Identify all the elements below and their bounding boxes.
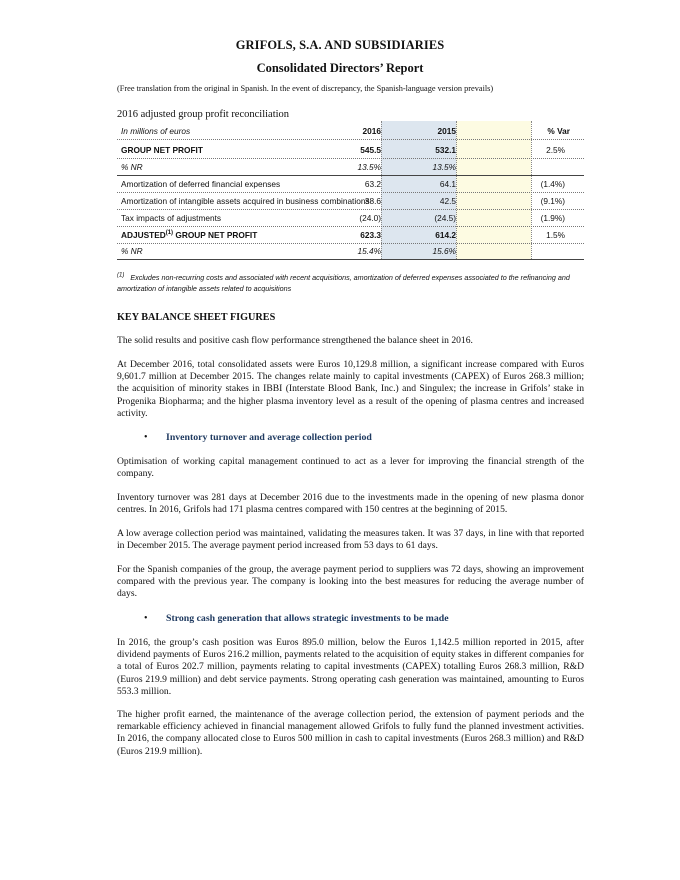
row-value-2015: 532.1 xyxy=(435,145,456,155)
row-divider xyxy=(117,158,584,159)
row-value-2015: (24.5) xyxy=(434,213,456,223)
paragraph: Optimisation of working capital management continued to act as a lever for improving the financial strength of the company. xyxy=(117,456,584,480)
row-value-2016: 63.2 xyxy=(364,179,381,189)
footnote-mark: (1) xyxy=(117,272,125,279)
row-label: GROUP NET PROFIT xyxy=(121,145,203,155)
footnote-text: Excludes non-recurring costs and associated with recent acquisitions, amortization of deferred expenses associated to the refinancing and amortization of intangible assets related to acquisitions xyxy=(117,273,570,293)
bullet-icon: • xyxy=(144,432,148,443)
profit-reconciliation-table xyxy=(117,121,584,261)
row-value-var: 2.5% xyxy=(546,145,565,155)
row-value-2016: 623.3 xyxy=(360,230,381,240)
paragraph: In 2016, the group’s cash position was Euros 895.0 million, below the Euros 1,142.5 million reported in 2015, after dividend payments of Euros 216.2 million, payments related to the acquisition of equity stakes in different companies for a total of Euros 202.7 million, payments relating to capital investments (CAPEX) totalling Euros 268.3 million, R&D (Euros 219.9 million) and debt service payments. Strong operating cash generation was maintained, amounting to Euros 553.3 million. xyxy=(117,637,584,697)
footnote-mark: (1) xyxy=(165,230,174,237)
translation-note: (Free translation from the original in Spanish. In the event of discrepancy, the Spanish-language version prevails) xyxy=(117,84,494,93)
intro-paragraph: The solid results and positive cash flow performance strengthened the balance sheet in 2016. xyxy=(117,335,473,346)
row-value-2015: 614.2 xyxy=(435,230,456,240)
column-divider xyxy=(531,121,532,259)
bullet-icon: • xyxy=(144,613,148,624)
row-value-2015: 15.6% xyxy=(432,246,456,256)
row-label: Tax impacts of adjustments xyxy=(121,213,222,223)
row-label-suffix: GROUP NET PROFIT xyxy=(173,230,258,240)
row-label-prefix: ADJUSTED xyxy=(121,230,166,240)
row-value-var: (1.9%) xyxy=(540,213,565,223)
paragraph: The higher profit earned, the maintenance of the average collection period, the extension of payment periods and the remarkable efficiency achieved in financial management allowed Grifols to fully fund the planned investment activities. In 2016, the company allocated close to Euros 500 million in cash to capital investments (Euros 268.3 million) and R&D (Euros 219.9 million). xyxy=(117,709,584,757)
column-header-2016: 2016 xyxy=(362,126,381,136)
table-title: 2016 adjusted group profit reconciliation xyxy=(117,109,290,120)
row-value-var: (9.1%) xyxy=(540,196,565,206)
row-label: Amortization of deferred financial expenses xyxy=(121,179,281,189)
row-divider xyxy=(117,209,584,210)
assets-paragraph: At December 2016, total consolidated assets were Euros 10,129.8 million, a significant increase compared with Euros 9,601.7 million at December 2015. The changes relate mainly to capital investments (CAPEX) of Euros 268.3 million; the acquisition of minority stakes in IBBI (Interstate Blood Bank, Inc.) and Singulex; the increase in Grifols’ stake in Progenika Biopharma; and the higher plasma inventory level as a result of the opening of plasma centres and increased activity. xyxy=(117,359,584,419)
row-value-2015: 64.1 xyxy=(439,179,456,189)
column-divider xyxy=(456,121,457,259)
row-label: % NR xyxy=(121,162,143,172)
report-title: Consolidated Directors’ Report xyxy=(256,61,424,75)
subsection-heading: Strong cash generation that allows strategic investments to be made xyxy=(166,613,449,624)
column-header-var: % Var xyxy=(547,126,570,136)
paragraph: Inventory turnover was 281 days at December 2016 due to the investments made in the opening of new plasma donor centres. In 2016, Grifols had 171 plasma centres compared with 150 centres at the beginning of 2015. xyxy=(117,492,584,516)
row-divider xyxy=(117,259,584,260)
paragraph: For the Spanish companies of the group, the average payment period to suppliers was 72 days, showing an improvement compared with the previous year. The company is looking into the best measures for reducing the average number of days. xyxy=(117,564,584,600)
row-value-2016: 15.4% xyxy=(357,246,381,256)
paragraph: A low average collection period was maintained, validating the measures taken. It was 37 days, in line with that reported in December 2015. The average payment period increased from 53 days to 61 days. xyxy=(117,528,584,552)
column-2015-background xyxy=(456,121,531,259)
row-divider xyxy=(117,243,584,244)
company-title: GRIFOLS, S.A. AND SUBSIDIARIES xyxy=(235,38,445,52)
row-value-2016: 13.5% xyxy=(357,162,381,172)
row-label: Amortization of intangible assets acquired in business combinations xyxy=(121,196,370,206)
row-divider xyxy=(117,139,584,140)
row-value-2016: 38.6 xyxy=(364,196,381,206)
row-label: % NR xyxy=(121,246,143,256)
table-footnote xyxy=(117,272,587,294)
row-value-2016: (24.0) xyxy=(359,213,381,223)
row-label xyxy=(121,230,257,240)
column-header-2015: 2015 xyxy=(437,126,456,136)
row-divider xyxy=(117,175,584,176)
row-value-2016: 545.5 xyxy=(360,145,381,155)
subsection-heading: Inventory turnover and average collection period xyxy=(166,432,372,443)
row-value-var: (1.4%) xyxy=(540,179,565,189)
row-divider xyxy=(117,192,584,193)
section-heading: KEY BALANCE SHEET FIGURES xyxy=(117,312,276,323)
row-value-2015: 42.5 xyxy=(439,196,456,206)
unit-label: In millions of euros xyxy=(121,126,191,136)
column-divider xyxy=(381,121,382,259)
row-value-2015: 13.5% xyxy=(432,162,456,172)
row-divider xyxy=(117,226,584,227)
row-value-var: 1.5% xyxy=(546,230,565,240)
